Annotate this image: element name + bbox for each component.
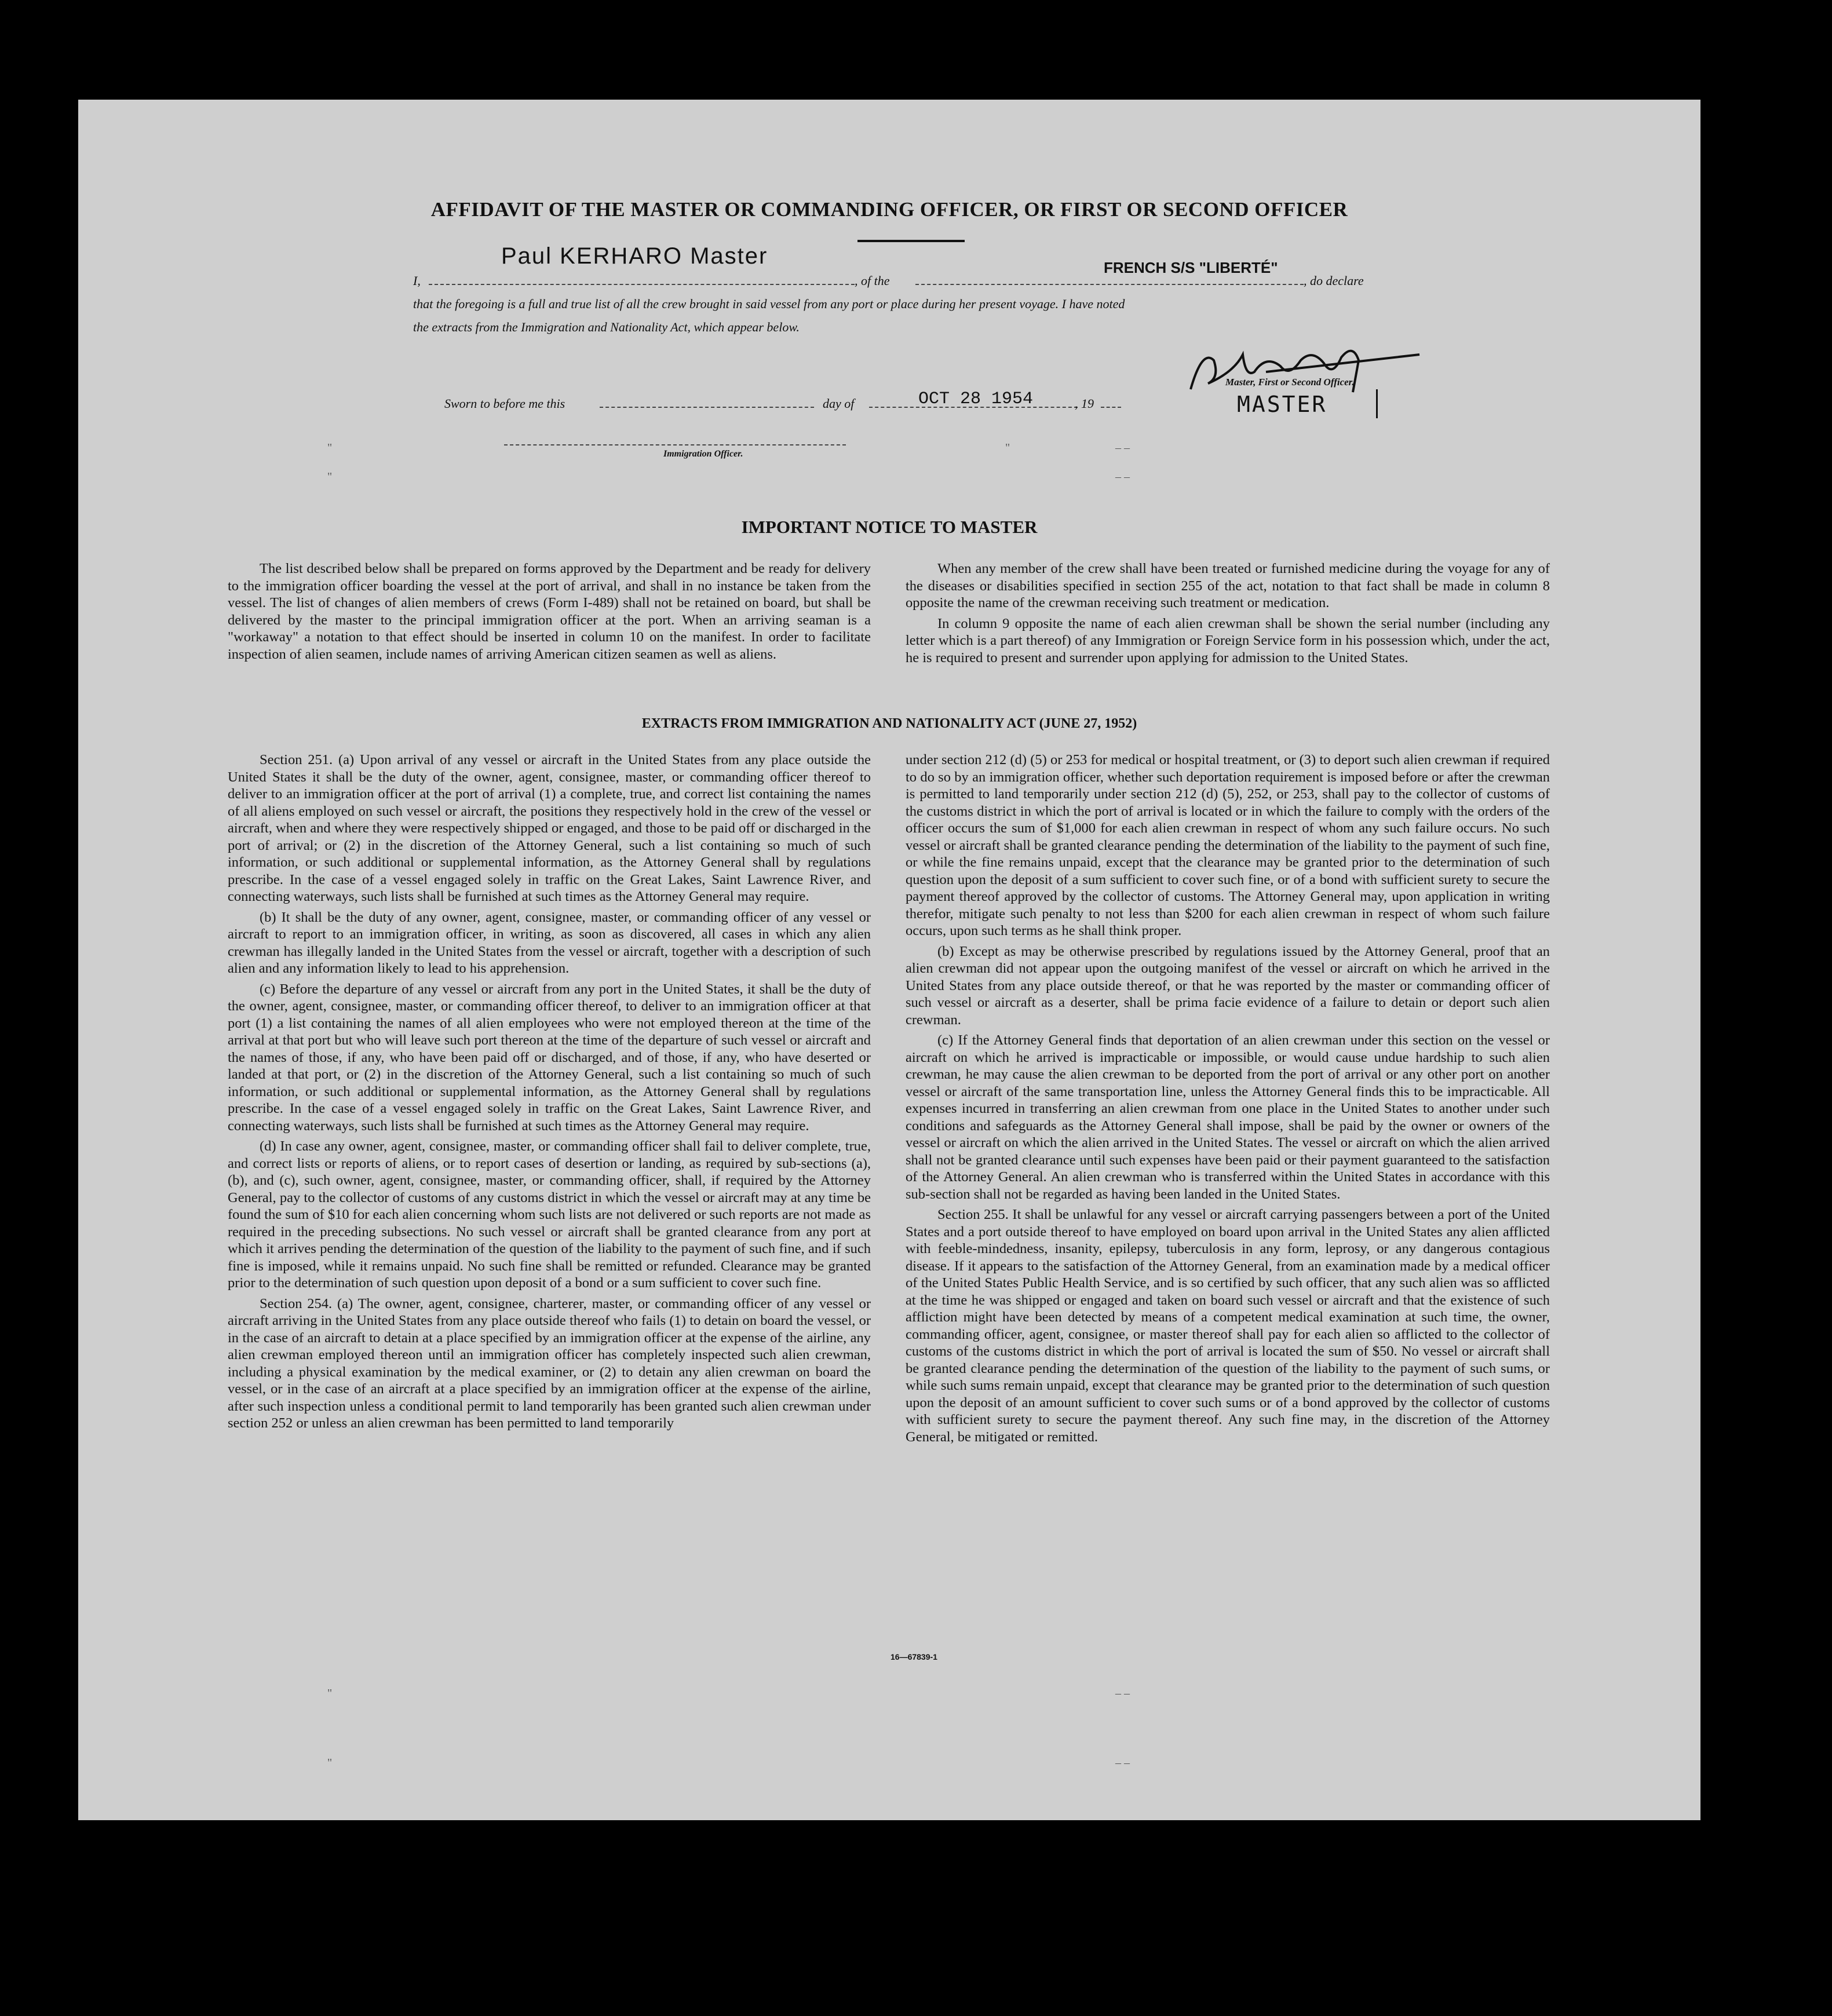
extract-paragraph: Section 251. (a) Upon arrival of any vessel or aircraft in the United States from any place outside the United States it shall be the duty of the owner, agent, consignee, master, or commanding officer thereof to deliver to an immigration officer at the port of arrival (1) a complete, true, and correct list containing the names of all aliens employed on such vessel or aircraft, the positions they respectively hold in the crew of the vessel or aircraft, when and where they were respectively shipped or engaged, and those to be paid off or discharged in the port of arrival; or (2) in the discretion of the Attorney General, such a list containing so much of such information, or such additional or supplemental information, as the Attorney General shall by regulations prescribe. In the case of a vessel engaged solely in traffic on the Great Lakes, Saint Lawrence River, and connecting waterways, such lists shall be furnished at such times as the Attorney General may require.	[228, 752, 871, 904]
extracts-title: EXTRACTS FROM IMMIGRATION AND NATIONALITY ACT (JUNE 27, 1952)	[641, 716, 1137, 731]
date-stamp: OCT 28 1954	[918, 389, 1034, 409]
ditto-mark: – –	[1115, 441, 1130, 454]
officer-caption: Immigration Officer.	[663, 449, 743, 459]
document-page	[78, 100, 1700, 1820]
extract-paragraph: (c) If the Attorney General finds that deportation of an alien crewman under this section on the vessel or aircraft on which he arrived is impracticable or impossible, or would cause undue hardship to such alien crewman, he may cause the alien crewman to be deported from the port of arrival or any other port on another vessel or aircraft of the same transportation line, unless the Attorney General finds this to be impracticable. All expenses incurred in transferring an alien crewman from one place in the United States to another under such conditions and safeguards as the Attorney General shall impose, shall be paid by the owner or owners of the vessel or aircraft on which the alien arrived in the United States. The vessel or aircraft on which the alien arrived shall not be granted clearance until such expenses have been paid or their payment guaranteed to the satisfaction of the Attorney General. An alien crewman who is transferred within the United States in accordance with this sub-section shall not be regarded as having been landed in the United States.	[906, 1032, 1550, 1202]
ditto-mark: "	[327, 470, 333, 483]
ditto-mark: "	[327, 441, 333, 454]
extract-paragraph: (b) Except as may be otherwise prescribed by regulations issued by the Attorney General, proof that an alien crewman did not appear upon the outgoing manifest of the vessel or aircraft on which he arrived in the United States from any place outside thereof, or that he was reported by the master or commanding officer of such vessel or aircraft as a deserter, shall be prima facie evidence of a failure to detain or deport such alien crewman.	[906, 943, 1550, 1028]
affidavit-i-label: I,	[413, 273, 421, 288]
notice-right-paragraph-1: When any member of the crew shall have been treated or furnished medicine during the voyage for any of the diseases or disabilities specified in section 255 of the act, notation to that fact shall be made in column 8 opposite the name of the crewman receiving such treatment or medication.	[906, 561, 1550, 611]
notice-left-text	[228, 560, 871, 666]
vessel-name: FRENCH S/S "LIBERTÉ"	[1104, 259, 1278, 276]
extracts-right-column	[906, 751, 1550, 1449]
extract-paragraph: (b) It shall be the duty of any owner, agent, consignee, master, or commanding officer of any vessel or aircraft to report to an immigration officer, in writing, as soon as discovered, all cases in which any alien crewman has illegally landed in the United States from the vessel or aircraft, together with a description of such alien and any information likely to lead to his apprehension.	[228, 909, 871, 976]
extracts-left-column	[228, 751, 871, 1436]
extract-paragraph: Section 255. It shall be unlawful for any vessel or aircraft carrying passengers between a port of the United States and a port outside thereof to have employed on board upon arrival in the United States any alien afflicted with feeble-mindedness, insanity, epilepsy, tuberculosis in any form, leprosy, or any dangerous contagious disease. If it appears to the satisfaction of the Attorney General, from an examination made by a medical officer of the United States Public Health Service, and is so certified by such officer, that any such alien was so afflicted at the time he was shipped or engaged and taken on board such vessel or aircraft and that the existence of such affliction might have been detected by means of a competent medical examination at such time, the owner, commanding officer, agent, consignee, or master thereof shall pay for each alien so afflicted to the collector of customs of the customs district in which the port of arrival is located the sum of $50. No vessel or aircraft shall be granted clearance pending the determination of the question of the liability to the payment of such sums, or while such sums remain unpaid, except that clearance may be granted prior to the determination of such question upon the deposit of an amount sufficient to cover such sums or of a bond approved by the collector of customs with sufficient surety to secure the payment thereof. Any such fine may, in the discretion of the Attorney General, be mitigated or remitted.	[906, 1207, 1550, 1445]
master-caption: Master, First or Second Officer.	[1225, 377, 1355, 388]
ditto-mark: "	[327, 1756, 333, 1769]
master-stamp: MASTER	[1237, 392, 1327, 417]
extract-paragraph: (d) In case any owner, agent, consignee, master, or commanding officer shall fail to deliver complete, true, and correct lists or reports of aliens, or to report cases of desertion or landing, as required by sub-sections (a), (b), and (c), such owner, agent, consignee, master, or commanding officer, shall, if required by the Attorney General, pay to the collector of customs of any customs district in which the vessel or aircraft may at any time be found the sum of $10 for each alien concerning whom such lists are not delivered or such reports are not made as required in the preceding subsections. No such vessel or aircraft shall be granted clearance from any port at which it arrives pending the determination of the question of the liability to the payment of such fine, and if such fine is imposed, while it remains unpaid. No such fine shall be remitted or refunded. Clearance may be granted prior to the determination of such question upon deposit of a bond or a sum sufficient to cover such fine.	[228, 1138, 871, 1291]
name-blank	[429, 284, 855, 285]
notice-left-paragraph: The list described below shall be prepared on forms approved by the Department and be ready for delivery to the immigration officer boarding the vessel at the port of arrival, and shall in no instance be taken from the vessel. The list of changes of alien members of crews (Form I-489) shall not be retained on board, but shall be delivered by the master to the principal immigration officer at the port. When an arriving seaman is a "workaway" a notation to that effect should be inserted in column 10 on the manifest. In order to facilitate inspection of alien seamen, include names of arriving American citizen seamen as well as aliens.	[228, 561, 871, 662]
master-name: Paul KERHARO Master	[501, 243, 768, 269]
ditto-mark: "	[327, 1687, 333, 1700]
extract-paragraph: Section 254. (a) The owner, agent, consignee, charterer, master, or commanding officer of any vessel or aircraft arriving in the United States from any place outside thereof who fails (1) to detain on board the vessel, or in the case of an aircraft to detain at a place specified by an immigration officer at the expense of the airline, any alien crewman employed thereon until an immigration officer has completely inspected such alien crewman, including a physical examination by the medical examiner, or (2) to detain any alien crewman on board the vessel, or in the case of an aircraft at a place specified by an immigration officer at the expense of the airline, after such inspection unless a conditional permit to land temporarily has been granted such alien crewman under section 252 or unless an alien crewman has been permitted to land temporarily	[228, 1295, 871, 1431]
vessel-blank	[915, 284, 1304, 285]
stamp-bracket	[1376, 389, 1378, 418]
year-label: , 19	[1075, 396, 1094, 411]
ditto-mark: – –	[1115, 470, 1130, 483]
sworn-day-blank	[600, 407, 814, 408]
officer-signature-line	[504, 444, 846, 445]
extract-paragraph: (c) Before the departure of any vessel or aircraft from any port in the United States, it shall be the duty of the owner, agent, consignee, master, or commanding officer thereof, to deliver to an immigration officer at that port (1) a list containing the names of all alien employees who were not employed thereon at the time of the arrival at that port but who will leave such port thereon at the time of the departure of such vessel or aircraft and the names of those, if any, who have been paid off or discharged, and of those, if any, who have deserted or landed at that port, or (2) in the discretion of the Attorney General, such a list containing so much of such information, or such additional or supplemental information, as the Attorney General shall by regulations prescribe. In the case of a vessel engaged solely in traffic on the Great Lakes, Saint Lawrence River, and connecting waterways, such lists shall be furnished at such times as the Attorney General may require.	[228, 981, 871, 1134]
day-of-label: day of	[823, 396, 855, 411]
ditto-mark: "	[1005, 441, 1010, 454]
document-title: AFFIDAVIT OF THE MASTER OR COMMANDING OFFICER, OR FIRST OR SECOND OFFICER	[430, 198, 1348, 221]
ditto-mark: – –	[1115, 1687, 1130, 1700]
of-the-label: , of the	[855, 273, 890, 288]
notice-right-paragraph-2: In column 9 opposite the name of each alien crewman shall be shown the serial number (including any letter which is a part thereof) of any Immigration or Foreign Service form in his possession which, under the act, he is required to present and surrender upon applying for admission to the United States.	[906, 615, 1550, 666]
affidavit-statement: that the foregoing is a full and true list of all the crew brought in said vessel from any port or place during her present voyage. I have noted	[413, 297, 1125, 311]
notice-title: IMPORTANT NOTICE TO MASTER	[741, 517, 1038, 537]
form-code: 16—67839-1	[891, 1652, 937, 1661]
ditto-mark: – –	[1115, 1756, 1130, 1769]
do-declare-label: , do declare	[1304, 273, 1364, 288]
notice-right-text	[906, 560, 1550, 670]
sworn-label: Sworn to before me this	[444, 396, 565, 411]
extract-paragraph: under section 212 (d) (5) or 253 for medical or hospital treatment, or (3) to deport such alien crewman if required to do so by an immigration officer, whether such deportation requirement is imposed before or after the crewman is permitted to land temporarily under section 212 (d) (5), 252, or 253, shall pay to the collector of customs of the customs district in which the port of arrival is located or in which the failure to comply with the orders of the officer occurs the sum of $1,000 for each alien crewman in respect of whom any such failure occurs. No such vessel or aircraft shall be granted clearance pending the determination of the liability to the payment of such fine, or while the fine remains unpaid, except that the clearance may be granted prior to the determination of such question upon the deposit of a sum sufficient to cover such fine, or of a bond with sufficient surety to secure the payment thereof approved by the collector of customs. The Attorney General may, upon application in writing therefor, mitigate such penalty to not less than $200 for each alien crewman in respect of whom such failure occurs, upon such terms as he shall think proper.	[906, 752, 1550, 938]
affidavit-extracts-note: the extracts from the Immigration and Nationality Act, which appear below.	[413, 320, 800, 334]
year-blank	[1101, 407, 1121, 408]
title-underline	[857, 240, 965, 242]
